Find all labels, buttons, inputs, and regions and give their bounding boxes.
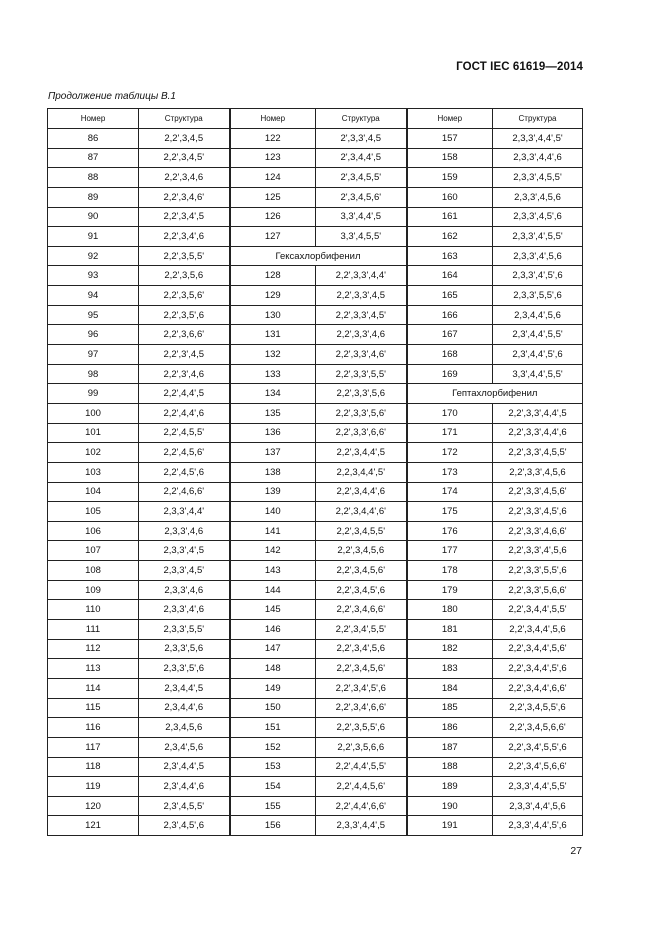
- number-cell: 167: [407, 325, 493, 345]
- table-row: [48, 620, 583, 640]
- structure-cell: 2,3,4,4',6: [139, 698, 230, 718]
- structure-cell: 2,2',3,4,4',6: [316, 482, 407, 502]
- structure-cell: 2,2',3,4,4',5: [316, 443, 407, 463]
- structure-cell: 2,3,3',4,5': [139, 561, 230, 581]
- structure-cell: 2,2',3,4,5,6: [316, 541, 407, 561]
- number-cell: 89: [48, 187, 139, 207]
- structure-cell: 2,2',3,4,5': [139, 148, 230, 168]
- structure-cell: 2,2',3,4,5,6': [316, 659, 407, 679]
- number-cell: 119: [48, 777, 139, 797]
- column-header: Структура: [139, 109, 230, 129]
- table-row: [48, 305, 583, 325]
- structure-cell: 2,2',4,5,6': [139, 443, 230, 463]
- structure-cell: 2,2',3,3',5,6': [316, 403, 407, 423]
- structure-cell: 2,2',3,4,4',6,6': [493, 678, 583, 698]
- column-header: Структура: [493, 109, 583, 129]
- table-row: [48, 541, 583, 561]
- table-row: [48, 502, 583, 522]
- number-cell: 92: [48, 246, 139, 266]
- structure-cell: 2,3',4,5',6: [139, 816, 230, 836]
- number-cell: 144: [230, 580, 316, 600]
- number-cell: 149: [230, 678, 316, 698]
- column-header: Номер: [230, 109, 316, 129]
- number-cell: 140: [230, 502, 316, 522]
- number-cell: 145: [230, 600, 316, 620]
- number-cell: 143: [230, 561, 316, 581]
- table-row: [48, 148, 583, 168]
- structure-cell: 2,2',3,4,4',5,6: [493, 620, 583, 640]
- structure-cell: 2,2',4,4',6: [139, 403, 230, 423]
- number-cell: 112: [48, 639, 139, 659]
- structure-cell: 2,2',3,4,4',6': [316, 502, 407, 522]
- number-cell: 164: [407, 266, 493, 286]
- structure-cell: 2,2',3,4,4',5,5': [493, 600, 583, 620]
- structure-cell: 2,2',4,4,5,6': [316, 777, 407, 797]
- number-cell: 169: [407, 364, 493, 384]
- structure-cell: 2,2',4,4',6,6': [316, 796, 407, 816]
- number-cell: 147: [230, 639, 316, 659]
- table-row: [48, 286, 583, 306]
- structure-cell: 2,2',3,3',5,5': [316, 364, 407, 384]
- structure-cell: 2,2',3,4',5,6: [316, 639, 407, 659]
- structure-cell: 2,2',3',4,5: [139, 345, 230, 365]
- table-row: [48, 266, 583, 286]
- number-cell: 172: [407, 443, 493, 463]
- number-cell: 130: [230, 305, 316, 325]
- structure-cell: 2,3',4,4',5,5': [493, 325, 583, 345]
- structure-cell: 2,3,3',4,4',6: [493, 148, 583, 168]
- structure-cell: 2,2',3,4',5,5',6: [493, 737, 583, 757]
- structure-cell: 2,3,3',5',6: [139, 659, 230, 679]
- structure-cell: 2,3,3',4,4',5,6: [493, 796, 583, 816]
- column-header: Структура: [316, 109, 407, 129]
- number-cell: 189: [407, 777, 493, 797]
- number-cell: 127: [230, 227, 316, 247]
- structure-cell: 2,2',3,5,6': [139, 286, 230, 306]
- number-cell: 131: [230, 325, 316, 345]
- table-row: [48, 325, 583, 345]
- table-row: [48, 129, 583, 149]
- structure-cell: 2',3,3',4,5: [316, 129, 407, 149]
- number-cell: 179: [407, 580, 493, 600]
- number-cell: 87: [48, 148, 139, 168]
- number-cell: 171: [407, 423, 493, 443]
- structure-cell: 2',3,4,4',5: [316, 148, 407, 168]
- number-cell: 134: [230, 384, 316, 404]
- number-cell: 188: [407, 757, 493, 777]
- structure-cell: 2,2',4,5,5': [139, 423, 230, 443]
- structure-cell: 2,3,4,4',5,6: [493, 305, 583, 325]
- number-cell: 100: [48, 403, 139, 423]
- structure-cell: 2,2',4,6,6': [139, 482, 230, 502]
- structure-cell: 2,2',3,4,5',6: [316, 580, 407, 600]
- table-row: [48, 345, 583, 365]
- structure-cell: 2,3,3',4',5',6: [493, 266, 583, 286]
- table-row: [48, 482, 583, 502]
- structure-cell: 2,3,3',4,4': [139, 502, 230, 522]
- structure-cell: 2',3,4,5,6': [316, 187, 407, 207]
- table-row: [48, 600, 583, 620]
- structure-cell: 2,2',3,4',5',6: [316, 678, 407, 698]
- number-cell: 126: [230, 207, 316, 227]
- number-cell: 133: [230, 364, 316, 384]
- structure-cell: 2,2',3,3',5,6,6': [493, 580, 583, 600]
- number-cell: 142: [230, 541, 316, 561]
- number-cell: 183: [407, 659, 493, 679]
- table-row: [48, 521, 583, 541]
- structure-cell: 2,2',3,3',4,5': [316, 305, 407, 325]
- number-cell: 113: [48, 659, 139, 679]
- structure-cell: 2,2',3,3',5,6: [316, 384, 407, 404]
- number-cell: 118: [48, 757, 139, 777]
- structure-cell: 2,3,3',4,6: [139, 580, 230, 600]
- number-cell: 91: [48, 227, 139, 247]
- number-cell: 115: [48, 698, 139, 718]
- congener-table: [47, 108, 583, 836]
- table-row: [48, 207, 583, 227]
- structure-cell: 2,2',3,3',4,4',6: [493, 423, 583, 443]
- table-row: [48, 403, 583, 423]
- structure-cell: 2,3,4,5,6: [139, 718, 230, 738]
- structure-cell: 2,2',3,4',5: [139, 207, 230, 227]
- structure-cell: 2,2',3,3',5,5',6: [493, 561, 583, 581]
- number-cell: 101: [48, 423, 139, 443]
- table-row: [48, 443, 583, 463]
- number-cell: 178: [407, 561, 493, 581]
- structure-cell: 2,2',3,3',4,5,6: [493, 462, 583, 482]
- structure-cell: 2,2',3,5',6: [139, 305, 230, 325]
- table-row: [48, 187, 583, 207]
- structure-cell: 2,3,3',4,5',6: [493, 207, 583, 227]
- number-cell: 159: [407, 168, 493, 188]
- number-cell: 138: [230, 462, 316, 482]
- structure-cell: 2,3,3',4',6: [139, 600, 230, 620]
- column-header: Номер: [48, 109, 139, 129]
- number-cell: 116: [48, 718, 139, 738]
- number-cell: 99: [48, 384, 139, 404]
- structure-cell: 2,3,3',4',5,6: [493, 246, 583, 266]
- structure-cell: 2,2',3,5,6,6: [316, 737, 407, 757]
- number-cell: 185: [407, 698, 493, 718]
- number-cell: 121: [48, 816, 139, 836]
- structure-cell: 2,3',4,4',5: [139, 757, 230, 777]
- structure-cell: 2,2',3,6,6': [139, 325, 230, 345]
- table-row: [48, 423, 583, 443]
- number-cell: 187: [407, 737, 493, 757]
- number-cell: 156: [230, 816, 316, 836]
- table-row: [48, 718, 583, 738]
- structure-cell: 2,3,3',4,5,6: [493, 187, 583, 207]
- structure-cell: 2,2',3,4,5,6': [316, 561, 407, 581]
- number-cell: 190: [407, 796, 493, 816]
- number-cell: 135: [230, 403, 316, 423]
- structure-cell: 2,2',4,4',5,5': [316, 757, 407, 777]
- structure-cell: 2,2',3,4,6': [139, 187, 230, 207]
- number-cell: 124: [230, 168, 316, 188]
- number-cell: 162: [407, 227, 493, 247]
- number-cell: 137: [230, 443, 316, 463]
- number-cell: 139: [230, 482, 316, 502]
- structure-cell: 2,2',4,4',5: [139, 384, 230, 404]
- number-cell: 90: [48, 207, 139, 227]
- table-row: [48, 168, 583, 188]
- table-row: [48, 462, 583, 482]
- number-cell: 96: [48, 325, 139, 345]
- table-row: [48, 796, 583, 816]
- structure-cell: 2,2',3,4,5: [139, 129, 230, 149]
- structure-cell: 3,3',4,5,5': [316, 227, 407, 247]
- structure-cell: 2,2',3,4,4',5,6': [493, 639, 583, 659]
- structure-cell: 2,3,4,4',5: [139, 678, 230, 698]
- number-cell: 163: [407, 246, 493, 266]
- number-cell: 153: [230, 757, 316, 777]
- number-cell: 180: [407, 600, 493, 620]
- number-cell: 154: [230, 777, 316, 797]
- structure-cell: 2,2',3,3',4,6': [316, 345, 407, 365]
- section-heading-cell: Гексахлорбифенил: [230, 246, 407, 266]
- table-row: [48, 678, 583, 698]
- number-cell: 105: [48, 502, 139, 522]
- structure-cell: 2,2,3,4,4',5': [316, 462, 407, 482]
- number-cell: 122: [230, 129, 316, 149]
- structure-cell: 2,2',3,4,5,5': [316, 521, 407, 541]
- number-cell: 93: [48, 266, 139, 286]
- number-cell: 151: [230, 718, 316, 738]
- number-cell: 177: [407, 541, 493, 561]
- structure-cell: 2,2',3,4,5,5',6: [493, 698, 583, 718]
- structure-cell: 2,3,3',4',5,5': [493, 227, 583, 247]
- table-row: [48, 698, 583, 718]
- number-cell: 191: [407, 816, 493, 836]
- structure-cell: 2,2',3,3',4,5,6': [493, 482, 583, 502]
- structure-cell: 2,3,3',5,5',6: [493, 286, 583, 306]
- table-row: [48, 561, 583, 581]
- table-row: [48, 639, 583, 659]
- number-cell: 136: [230, 423, 316, 443]
- table-body: [48, 129, 583, 836]
- structure-cell: 2,2',3,3',6,6': [316, 423, 407, 443]
- number-cell: 165: [407, 286, 493, 306]
- number-cell: 166: [407, 305, 493, 325]
- number-cell: 109: [48, 580, 139, 600]
- structure-cell: 2,3,3',4,4',5,5': [493, 777, 583, 797]
- number-cell: 182: [407, 639, 493, 659]
- number-cell: 176: [407, 521, 493, 541]
- table-header-row: [48, 109, 583, 129]
- structure-cell: 2,2',3,3',4,5: [316, 286, 407, 306]
- number-cell: 186: [407, 718, 493, 738]
- structure-cell: 2,2',3,5,5': [139, 246, 230, 266]
- structure-cell: 2,2',3,3',4',5,6: [493, 541, 583, 561]
- number-cell: 120: [48, 796, 139, 816]
- number-cell: 170: [407, 403, 493, 423]
- number-cell: 123: [230, 148, 316, 168]
- structure-cell: 2,2',3,4,5,6,6': [493, 718, 583, 738]
- number-cell: 174: [407, 482, 493, 502]
- structure-cell: 3,3',4,4',5,5': [493, 364, 583, 384]
- section-heading-cell: Гептахлорбифенил: [407, 384, 583, 404]
- number-cell: 94: [48, 286, 139, 306]
- structure-cell: 2',3,4,5,5': [316, 168, 407, 188]
- page-number: 27: [570, 845, 582, 857]
- number-cell: 117: [48, 737, 139, 757]
- structure-cell: 3,3',4,4',5: [316, 207, 407, 227]
- structure-cell: 2,2',3,3',4,5,5': [493, 443, 583, 463]
- number-cell: 173: [407, 462, 493, 482]
- structure-cell: 2,3,3',5,5': [139, 620, 230, 640]
- table-row: [48, 227, 583, 247]
- number-cell: 175: [407, 502, 493, 522]
- structure-cell: 2,2',3,5,5',6: [316, 718, 407, 738]
- number-cell: 128: [230, 266, 316, 286]
- number-cell: 98: [48, 364, 139, 384]
- structure-cell: 2,3',4,5,5': [139, 796, 230, 816]
- number-cell: 111: [48, 620, 139, 640]
- number-cell: 141: [230, 521, 316, 541]
- structure-cell: 2,3,3',4,5,5': [493, 168, 583, 188]
- structure-cell: 2,2',3,4',5,6,6': [493, 757, 583, 777]
- table-row: [48, 364, 583, 384]
- number-cell: 103: [48, 462, 139, 482]
- number-cell: 161: [407, 207, 493, 227]
- structure-cell: 2,3,3',4',5: [139, 541, 230, 561]
- standard-designation: ГОСТ IEC 61619—2014: [456, 61, 583, 73]
- number-cell: 102: [48, 443, 139, 463]
- number-cell: 104: [48, 482, 139, 502]
- structure-cell: 2,3',4,4',6: [139, 777, 230, 797]
- structure-cell: 2,2',3',4,6: [139, 364, 230, 384]
- number-cell: 95: [48, 305, 139, 325]
- number-cell: 160: [407, 187, 493, 207]
- table-row: [48, 659, 583, 679]
- table-caption: Продолжение таблицы В.1: [48, 91, 176, 102]
- number-cell: 106: [48, 521, 139, 541]
- number-cell: 97: [48, 345, 139, 365]
- structure-cell: 2,3,3',4,6: [139, 521, 230, 541]
- number-cell: 114: [48, 678, 139, 698]
- number-cell: 86: [48, 129, 139, 149]
- number-cell: 107: [48, 541, 139, 561]
- table-row: [48, 737, 583, 757]
- table-row: [48, 757, 583, 777]
- table-row: [48, 246, 583, 266]
- structure-cell: 2,3',4,4',5',6: [493, 345, 583, 365]
- table-row: [48, 816, 583, 836]
- structure-cell: 2,2',3,4',6,6': [316, 698, 407, 718]
- structure-cell: 2,3,3',5,6: [139, 639, 230, 659]
- structure-cell: 2,2',3,5,6: [139, 266, 230, 286]
- number-cell: 132: [230, 345, 316, 365]
- number-cell: 184: [407, 678, 493, 698]
- number-cell: 129: [230, 286, 316, 306]
- number-cell: 146: [230, 620, 316, 640]
- number-cell: 157: [407, 129, 493, 149]
- number-cell: 110: [48, 600, 139, 620]
- number-cell: 155: [230, 796, 316, 816]
- table-row: [48, 777, 583, 797]
- number-cell: 181: [407, 620, 493, 640]
- number-cell: 150: [230, 698, 316, 718]
- structure-cell: 2,3,3',4,4',5': [493, 129, 583, 149]
- structure-cell: 2,2',3,3',4,6: [316, 325, 407, 345]
- structure-cell: 2,2',3,4,4',5',6: [493, 659, 583, 679]
- table-row: [48, 580, 583, 600]
- number-cell: 168: [407, 345, 493, 365]
- structure-cell: 2,2',3,3',4,4': [316, 266, 407, 286]
- column-header: Номер: [407, 109, 493, 129]
- structure-cell: 2,3,3',4,4',5: [316, 816, 407, 836]
- number-cell: 158: [407, 148, 493, 168]
- table-row: [48, 384, 583, 404]
- number-cell: 108: [48, 561, 139, 581]
- structure-cell: 2,2',3,4',5,5': [316, 620, 407, 640]
- structure-cell: 2,2',4,5',6: [139, 462, 230, 482]
- structure-cell: 2,2',3,3',4,6,6': [493, 521, 583, 541]
- number-cell: 88: [48, 168, 139, 188]
- structure-cell: 2,2',3,4,6,6': [316, 600, 407, 620]
- structure-cell: 2,2',3,3',4,4',5: [493, 403, 583, 423]
- structure-cell: 2,2',3,3',4,5',6: [493, 502, 583, 522]
- number-cell: 152: [230, 737, 316, 757]
- structure-cell: 2,3,4',5,6: [139, 737, 230, 757]
- number-cell: 148: [230, 659, 316, 679]
- structure-cell: 2,3,3',4,4',5',6: [493, 816, 583, 836]
- structure-cell: 2,2',3,4',6: [139, 227, 230, 247]
- number-cell: 125: [230, 187, 316, 207]
- structure-cell: 2,2',3,4,6: [139, 168, 230, 188]
